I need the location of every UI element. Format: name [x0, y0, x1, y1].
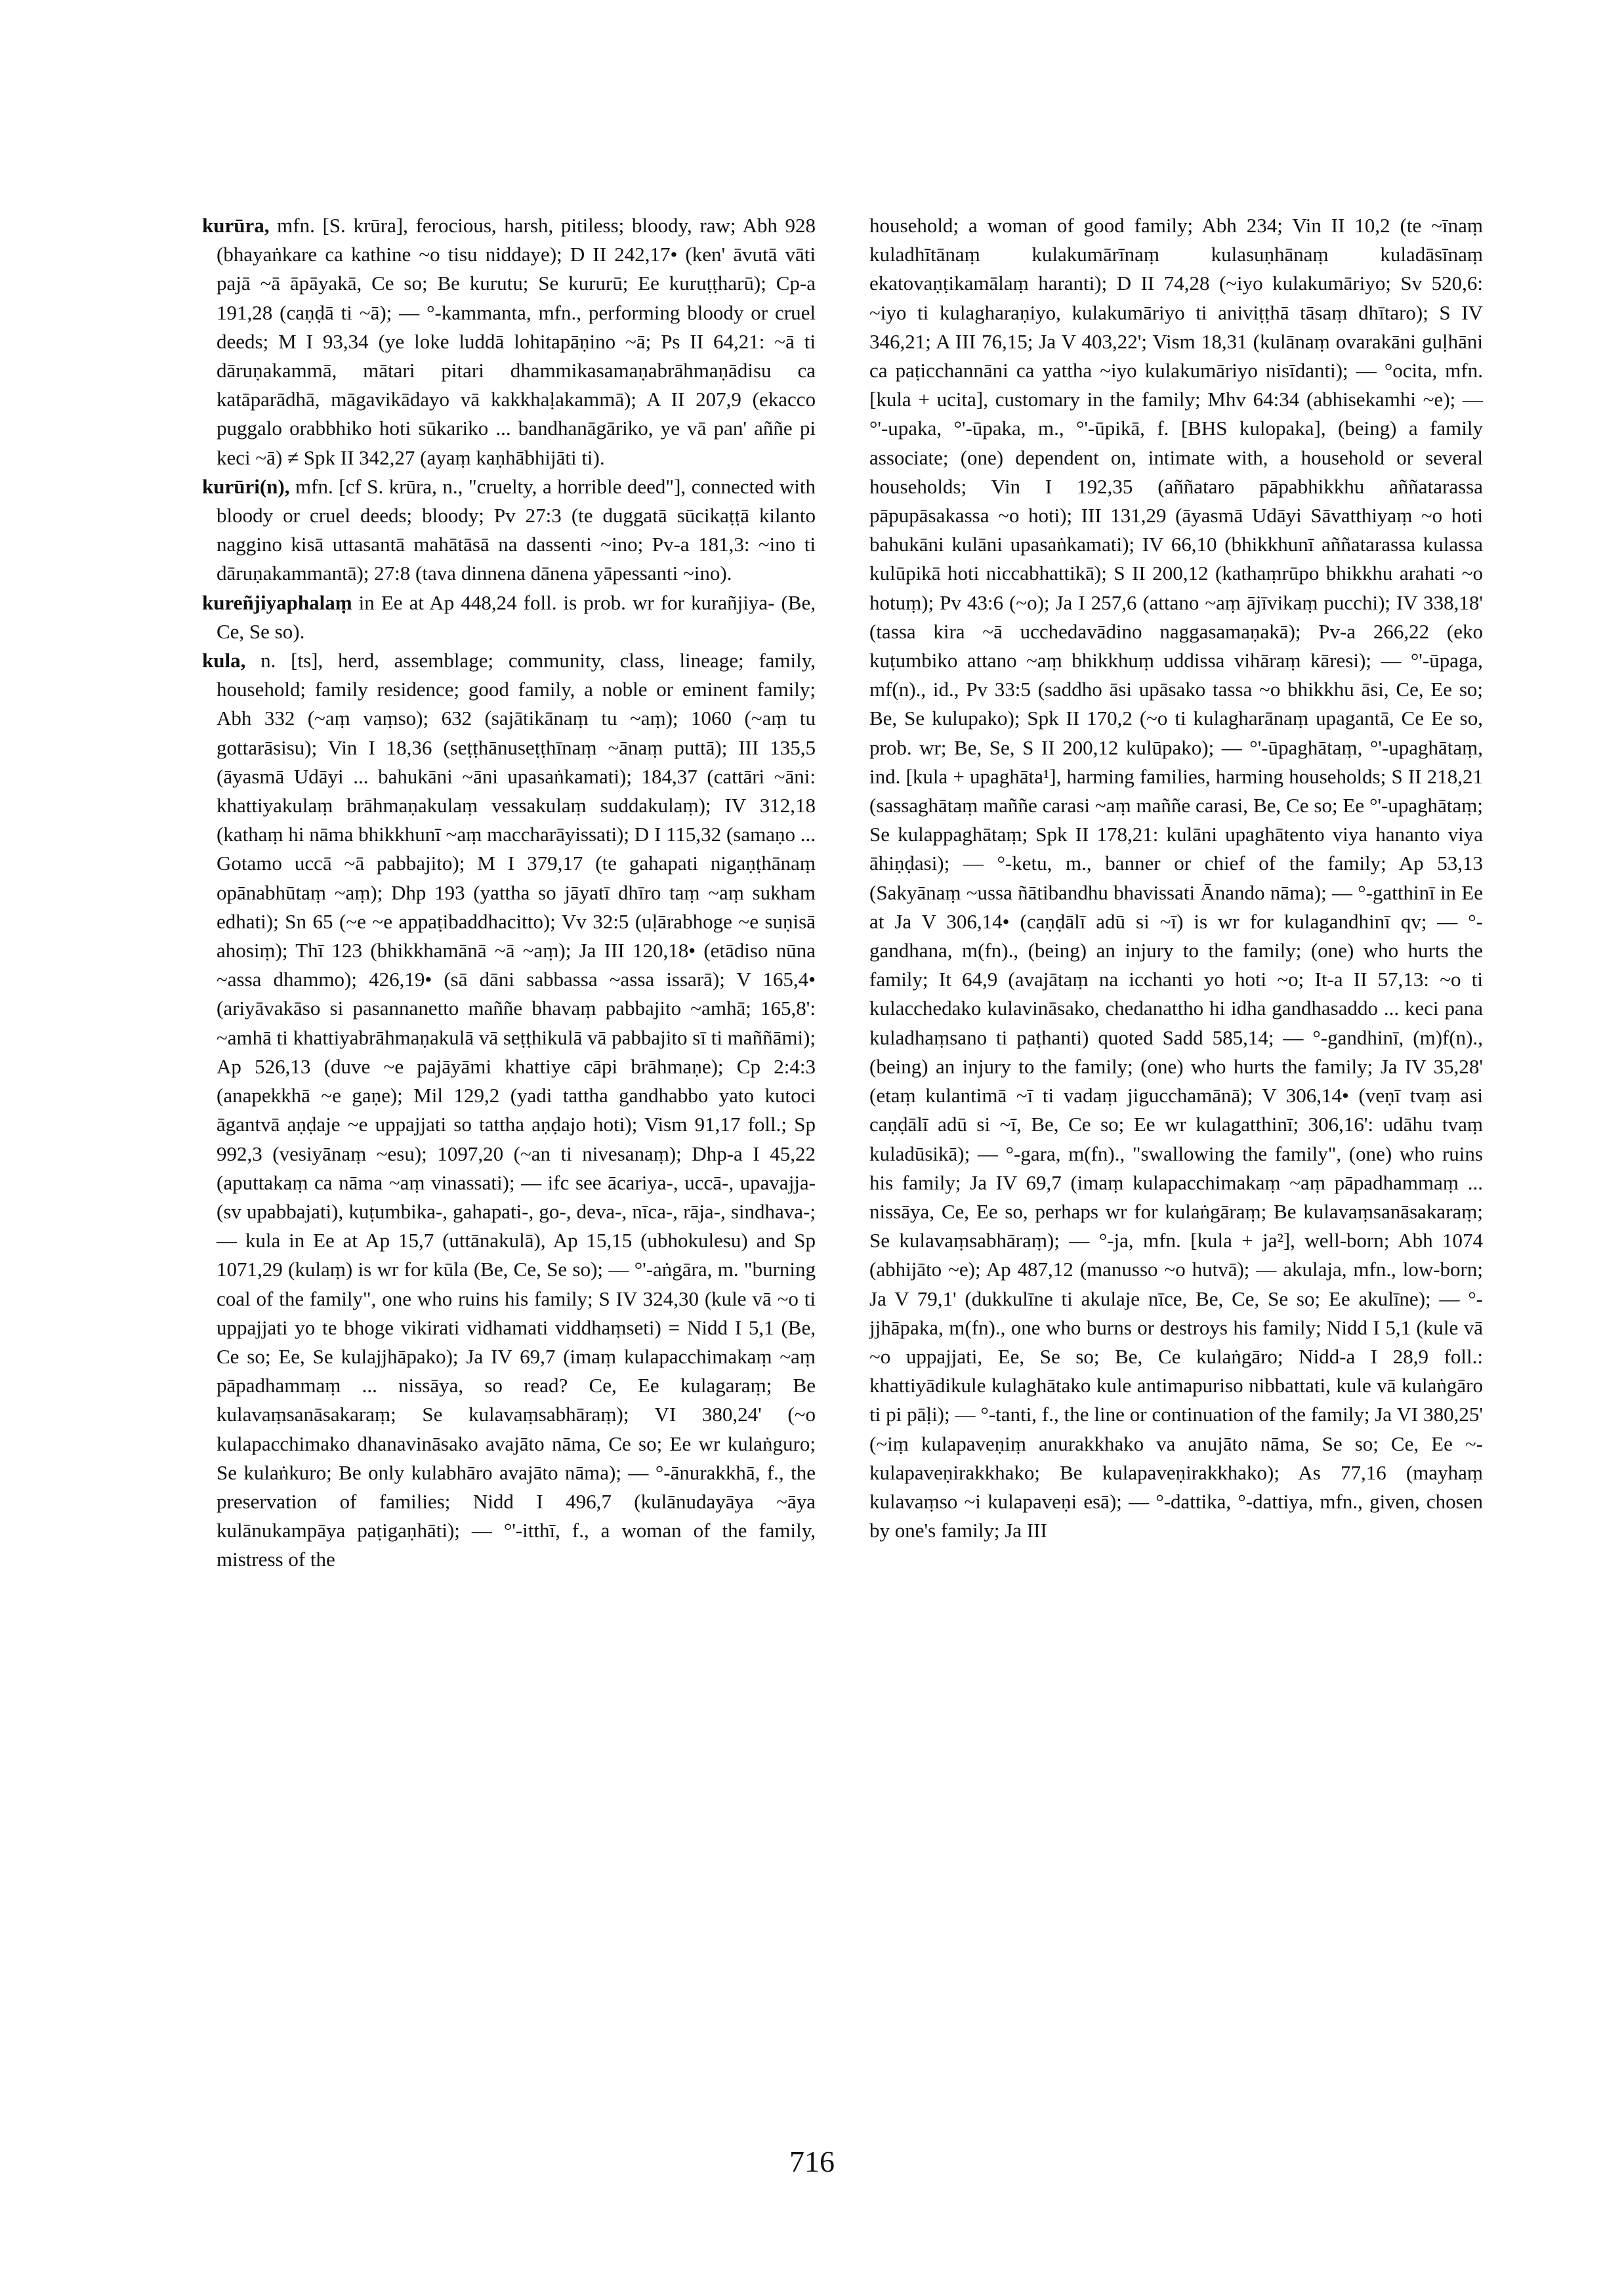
left-column [202, 211, 816, 1575]
headword: kula, [202, 649, 246, 672]
headword: kurūri(n), [202, 474, 290, 498]
headword: kurūra, [202, 214, 270, 237]
entry-body: in Ee at Ap 448,24 foll. is prob. wr for kurañjiya- (Be, Ce, Se so). [217, 590, 816, 643]
entry-body: mfn. [cf S. krūra, n., "cruelty, a horrible deed"], connected with bloody or cruel deeds; bloody; Pv 27:3 (te duggatā sūcikaṭṭā kilanto naggino kisā uttasantā mahātāsā na dassenti ~ino; Pv-a 181,3: ~ino ti dāruṇakammantā); 27:8 (tava dinnena dānena yāpessanti ~ino). [217, 474, 816, 585]
entry-body: household; a woman of good family; Abh 234; Vin II 10,2 (te ~īnaṃ kuladhītānaṃ kulakumārīnaṃ kulasuṇhānaṃ kuladāsīnaṃ ekatovaṇṭikamālaṃ haranti); D II 74,28 (~iyo kulakumāriyo; Sv 520,6: ~iyo ti kulagharaṇiyo, kulakumāriyo ti aniviṭṭhā tāsaṃ dhītaro); S IV 346,21; A III 76,15; Ja V 403,22'; Vism 18,31 (kulānaṃ ovarakāni guḷhāni ca paṭicchannāni ca yattha ~iyo kulakumāriyo nisīdanti); — °ocita, mfn. [kula + ucita], customary in the family; Mhv 64:34 (abhisekamhi ~e); — °'-upaka, °'-ūpaka, m., °'-ūpikā, f. [BHS kulopaka], (being) a family associate; (one) dependent on, intimate with, a household or several households; Vin I 192,35 (aññataro pāpabhikkhu aññatarassa pāpupāsakassa ~o hoti); III 131,29 (āyasmā Udāyi Sāvatthiyaṃ ~o hoti bahukāni kulāni upasaṅkamati); IV 66,10 (bhikkhunī aññatarassa kulassa kulūpikā hoti niccabhattikā); S II 200,12 (kathaṃrūpo bhikkhu arahati ~o hotuṃ); Pv 43:6 (~o); Ja I 257,6 (attano ~aṃ ājīvikaṃ pucchi); IV 338,18' (tassa kira ~ā ucchedavādino naggasamaṇakā); Pv-a 266,22 (eko kuṭumbiko attano ~aṃ bhikkhuṃ uddissa vihāraṃ kāresi); — °'-ūpaga, mf(n)., id., Pv 33:5 (saddho āsi upāsako tassa ~o bhikkhu āsi, Ce, Ee so; Be, Se kulupako); Spk II 170,2 (~o ti kulagharānaṃ upagantā, Ce Ee so, prob. wr; Be, Se, S II 200,12 kulūpako); — °'-ūpaghātaṃ, °'-upaghātaṃ, ind. [kula + upaghāta¹], harming families, harming households; S II 218,21 (sassaghātaṃ maññe carasi ~aṃ maññe carasi, Be, Ce so; Ee °'-upaghātaṃ; Se kulappaghātaṃ; Spk II 178,21: kulāni upaghātento viya hananto viya āhiṇḍasi); — °-ketu, m., banner or chief of the family; Ap 53,13 (Sakyānaṃ ~ussa ñātibandhu bhavissati Ānando nāma); — °-gatthinī in Ee at Ja V 306,14• (caṇḍālī adū si ~ī) is wr for kulagandhinī qv; — °-gandhana, m(fn)., (being) an injury to the family; (one) who hurts the family; It 64,9 (avajātaṃ na icchanti yo hoti ~o; It-a II 57,13: ~o ti kulacchedako kulavināsako, chedanattho hi idha gandhasaddo ... keci pana kuladhaṃsano ti paṭhanti) quoted Sadd 585,14; — °-gandhinī, (m)f(n)., (being) an injury to the family; (one) who hurts the family; Ja IV 35,28' (etaṃ kulantimā ~ī ti vadaṃ jigucchamānā); V 306,14• (veṇī tvaṃ asi caṇḍālī adū si ~ī, Be, Ce so; Ee wr kulagatthinī; 306,16': udāhu tvaṃ kuladūsikā); — °-gara, m(fn)., "swallowing the family", (one) who ruins his family; Ja IV 69,7 (imaṃ kulapacchimakaṃ ~aṃ pāpadhammaṃ ... nissāya, Ce, Ee so, perhaps wr for kulaṅgāraṃ; Be kulavaṃsanāsakaraṃ; Se kulavaṃsabhāraṃ); — °-ja, mfn. [kula + ja²], well-born; Abh 1074 (abhijāto ~e); Ap 487,12 (manusso ~o hutvā); — akulaja, mfn., low-born; Ja V 79,1' (dukkulīne ti akulaje nīce, Be, Ce, Se so; Ee akulīne); — °-jjhāpaka, m(fn)., one who burns or destroys his family; Nidd I 5,1 (kule vā ~o uppajjati, Ee, Se so; Be, Ce kulaṅgāro; Nidd-a I 28,9 foll.: khattiyādikule kulaghātako kule antimapuriso nibbattati, kule vā kulaṅgāro ti pi pāḷi); — °-tanti, f., the line or continuation of the family; Ja VI 380,25' (~iṃ kulapaveṇiṃ anurakkhako va anujāto nāma, Se so; Ce, Ee ~-kulapaveṇirakkhako; Be kulapaveṇirakkhako); As 77,16 (mayhaṃ kulavaṃso ~i kulapaveṇi esā); — °-dattika, °-dattiya, mfn., given, chosen by one's family; Ja III [869, 214, 1483, 1542]
entry-kula [202, 646, 816, 1575]
entry-body: mfn. [S. krūra], ferocious, harsh, pitiless; bloody, raw; Abh 928 (bhayaṅkare ca kathine ~o tisu niddaye); D II 242,17• (ken' āvutā vāti pajā ~ā āpāyakā, Ce so; Be kurutu; Se kururū; Ee kuruṭṭharū); Cp-a 191,28 (caṇḍā ti ~ā); — °-kammanta, mfn., performing bloody or cruel deeds; M I 93,34 (ye loke luddā lohitapāṇino ~ā; Ps II 64,21: ~ā ti dāruṇakammā, mātari pitari dhammikasamaṇabrāhmaṇādisu ca katāparādhā, māgavikādayo vā kakkhaḷakammā); A II 207,9 (ekacco puggalo orabbhiko hoti sūkariko ... bandhanāgāriko, ye vā pan' aññe pi keci ~ā) ≠ Spk II 342,27 (ayaṃ kaṇhābhijāti ti). [217, 214, 816, 469]
headword: kureñjiyaphalaṃ [202, 590, 352, 614]
page-number: 716 [789, 2145, 835, 2178]
entry-kula-continued [869, 211, 1483, 1545]
right-column [869, 211, 1483, 1545]
entry-body: n. [ts], herd, assemblage; community, class, lineage; family, household; family residence; good family, a noble or eminent family; Abh 332 (~aṃ vaṃso); 632 (sajātikānaṃ tu ~aṃ); 1060 (~aṃ tu gottarāsisu); Vin I 18,36 (seṭṭhānuseṭṭhīnaṃ ~ānaṃ puttā); III 135,5 (āyasmā Udāyi ... bahukāni ~āni upasaṅkamati); 184,37 (cattāri ~āni: khattiyakulaṃ brāhmaṇakulaṃ vessakulaṃ suddakulaṃ); IV 312,18 (kathaṃ hi nāma bhikkhunī ~aṃ maccharāyissati); D I 115,32 (samaṇo ... Gotamo uccā ~ā pabbajito); M I 379,17 (te gahapati nigaṇṭhānaṃ opānabhūtaṃ ~aṃ); Dhp 193 (yattha so jāyatī dhīro taṃ ~aṃ sukham edhati); Sn 65 (~e ~e appaṭibaddhacitto); Vv 32:5 (uḷārabhoge ~e suṇisā ahosiṃ); Thī 123 (bhikkhamānā ~ā ~aṃ); Ja III 120,18• (etādiso nūna ~assa dhammo); 426,19• (sā dāni sabbassa ~assa issarā); V 165,4• (ariyāvakāso si pasannanetto maññe bhavaṃ pabbajito ~amhā; 165,8': ~amhā ti khattiyabrāhmaṇakulā vā seṭṭhikulā vā pabbajito sī ti maññāmi); Ap 526,13 (duve ~e pajāyāmi khattiye cāpi brāhmaṇe); Cp 2:4:3 (anapekkhā ~e gaṇe); Mil 129,2 (yadi tattha gandhabbo yato kutoci āgantvā aṇḍaje ~e uppajjati so tattha aṇḍajo hoti); Vism 91,17 foll.; Sp 992,3 (vesiyānaṃ ~esu); 1097,20 (~an ti nivesanaṃ); Dhp-a I 45,22 (aputtakaṃ ca nāma ~aṃ vinassati); — ifc see ācariya-, uccā-, upavajja- (sv upabbajati), kuṭumbika-, gahapati-, go-, deva-, nīca-, rāja-, sindhava-; — kula in Ee at Ap 15,7 (uttānakulā), Ap 15,15 (ubhokulesu) and Sp 1071,29 (kulaṃ) is wr for kūla (Be, Ce, Se so); — °'-aṅgāra, m. "burning coal of the family", one who ruins his family; S IV 324,30 (kule vā ~o ti uppajjati yo te bhoge vikirati vidhamati viddhaṃseti) = Nidd I 5,1 (Be, Ce so; Ee, Se kulajjhāpako); Ja IV 69,7 (imaṃ kulapacchimakaṃ ~aṃ pāpadhammaṃ ... nissāya, so read? Ce, Ee kulagaraṃ; Be kulavaṃsanāsakaraṃ; Se kulavaṃsabhāraṃ); VI 380,24' (~o kulapacchimako dhanavināsako avajāto nāma, Ce so; Ee wr kulaṅguro; Se kulaṅkuro; Be only kulabhāro avajāto nāma); — °-ānurakkhā, f., the preservation of families; Nidd I 496,7 (kulānudayāya ~āya kulānukampāya paṭigaṇhāti); — °'-itthī, f., a woman of the family, mistress of the [217, 649, 816, 1571]
entry-kurura [202, 211, 816, 472]
entry-kururin [202, 472, 816, 589]
entry-kurenjiyaphalam [202, 589, 816, 646]
